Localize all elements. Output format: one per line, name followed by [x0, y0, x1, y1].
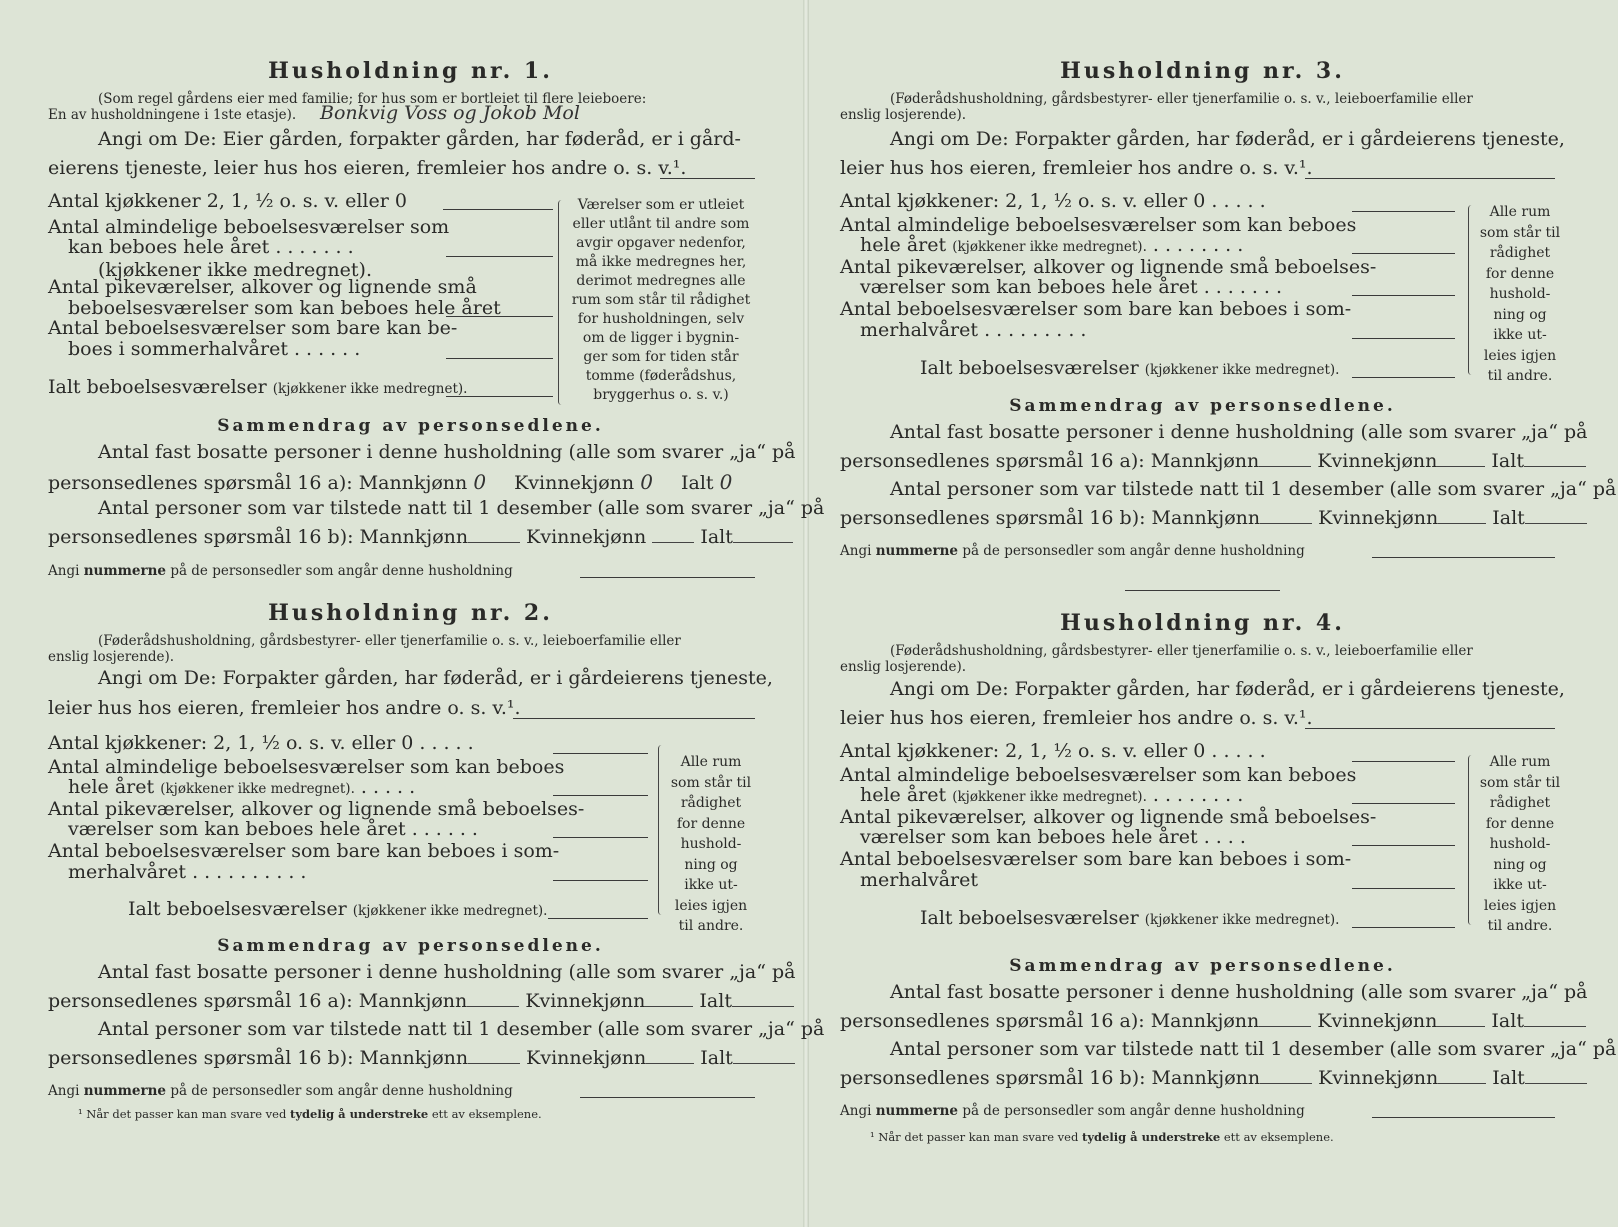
h4-fill-4 — [1352, 888, 1455, 889]
h2-s2a: Antal personer som var tilstede natt til 1 desember (alle som svarer „ja“ på — [98, 1018, 825, 1040]
h2-angi-fill — [513, 718, 755, 719]
h2-ialt-fill — [548, 918, 648, 919]
h1-nummerne-fill — [580, 577, 755, 578]
h4-angi-1: Angi om De: Forpakter gården, har føderåd, er i gårdeierens tjeneste, — [890, 678, 1565, 700]
h1-brace — [558, 200, 565, 405]
h1-angi-line-1: Angi om De: Eier gården, forpakter gården, har føderåd, er i gård- — [98, 128, 741, 150]
h1-handwritten-name: Bonkvig Voss og Jokob Mol — [320, 102, 580, 124]
h1-pike-2: beboelsesværelser som kan beboes hele året — [68, 297, 501, 319]
h2-footnote: ¹ Når det passer kan man svare ved tydelig å understreke ett av eksemplene. — [78, 1107, 542, 1121]
h4-s2b: personsedlenes spørsmål 16 b): Mannkjønn Kvinnekjønn Ialt — [840, 1067, 1587, 1089]
h2-s1b: personsedlenes spørsmål 16 a): Mannkjønn Kvinnekjønn Ialt — [48, 990, 794, 1012]
h2-s2b: personsedlenes spørsmål 16 b): Mannkjønn Kvinnekjønn Ialt — [48, 1047, 795, 1069]
h1-summary-title: Sammendrag av personsedlene. — [217, 416, 604, 436]
h1-ialt-fill — [446, 396, 553, 397]
h1-hw-mann: 0 — [473, 470, 487, 494]
h1-s2a: Antal personer som var tilstede natt til 1 desember (alle som svarer „ja“ på — [98, 497, 825, 519]
h3-fill-3 — [1352, 295, 1455, 296]
h3-note-1: (Føderådshusholdning, gårdsbestyrer- eller tjenerfamilie o. s. v., leieboerfamilie eller — [890, 91, 1473, 107]
h1-pike-fill — [446, 316, 553, 317]
h1-s2b: personsedlenes spørsmål 16 b): Mannkjønn Kvinnekjønn Ialt — [48, 526, 793, 548]
h2-angi-1: Angi om De: Forpakter gården, har føderåd, er i gårdeierens tjeneste, — [98, 667, 773, 689]
h2-nummerne: Angi nummerne på de personsedler som angår denne husholdning — [48, 1083, 513, 1099]
h1-alm-2: kan beboes hele året ....... — [68, 236, 360, 258]
h1-title: Husholdning nr. 1. — [268, 58, 553, 84]
h4-pike-1: Antal pikeværelser, alkover og lignende små beboelses- — [840, 806, 1377, 828]
h4-fill-3 — [1352, 845, 1455, 846]
h3-alm-2: hele året (kjøkkener ikke medregnet). ........ — [860, 234, 1250, 256]
h4-s1a: Antal fast bosatte personer i denne husholdning (alle som svarer „ja“ på — [890, 981, 1588, 1003]
h1-side-note: Værelser som er utleiet eller utlånt til andre som avgir opgaver nedenfor, må ikke medregnes her, derimot medregnes alle rum som står til rådighet for husholdningen, selv om de ligger i bygnin- ger som for tiden står tomme (føderådshus, bryggerhus o. s. v.) — [571, 197, 751, 403]
h3-note-2: enslig losjerende). — [840, 107, 967, 123]
h2-angi-2: leier hus hos eieren, fremleier hos andre o. s. v.¹. — [48, 697, 521, 719]
h1-nummerne: Angi nummerne på de personsedler som angår denne husholdning — [48, 563, 513, 579]
h1-angi-line-2: eierens tjeneste, leier hus hos eieren, fremleier hos andre o. s. v.¹. — [48, 157, 687, 179]
h4-note-1: (Føderådshusholdning, gårdsbestyrer- eller tjenerfamilie o. s. v., leieboerfamilie eller — [890, 643, 1473, 659]
h4-alm-2: hele året (kjøkkener ikke medregnet). ........ — [860, 784, 1250, 806]
h4-sommer-1: Antal beboelsesværelser som bare kan beboes i som- — [840, 848, 1352, 870]
h3-sommer-2: merhalvåret ......... — [860, 319, 1093, 341]
h2-title: Husholdning nr. 2. — [268, 600, 553, 626]
h4-nummerne: Angi nummerne på de personsedler som angår denne husholdning — [840, 1103, 1305, 1119]
h2-pike-2: værelser som kan beboes hele året ...... — [68, 818, 484, 840]
h4-title: Husholdning nr. 4. — [1060, 610, 1345, 636]
h4-ialt: Ialt beboelsesværelser (kjøkkener ikke medregnet). — [920, 907, 1340, 929]
h3-s1b: personsedlenes spørsmål 16 a): Mannkjønn Kvinnekjønn Ialt — [840, 450, 1586, 472]
h3-fill-2 — [1352, 253, 1455, 254]
h4-angi-fill — [1305, 728, 1555, 729]
h4-sommer-2: merhalvåret — [860, 869, 979, 891]
h2-s1a: Antal fast bosatte personer i denne husholdning (alle som svarer „ja“ på — [98, 961, 796, 983]
h3-s2a: Antal personer som var tilstede natt til 1 desember (alle som svarer „ja“ på — [890, 478, 1617, 500]
h4-summary-title: Sammendrag av personsedlene. — [1009, 956, 1396, 976]
h2-sommer-1: Antal beboelsesværelser som bare kan beboes i som- — [48, 840, 560, 862]
h3-fill-1 — [1352, 211, 1455, 212]
h3-brace — [1468, 205, 1475, 375]
h1-note-1: (Som regel gårdens eier med familie; for hus som er bortleiet til flere leieboere: — [98, 91, 647, 107]
h3-angi-fill — [1305, 178, 1555, 179]
h2-nummerne-fill — [580, 1097, 755, 1098]
h1-note-2: En av husholdningene i 1ste etasje). — [48, 107, 297, 123]
h1-s1b: personsedlenes spørsmål 16 a): Mannkjønn 0 Kvinnekjønn 0 Ialt 0 — [48, 470, 733, 494]
h3-kjokkener: Antal kjøkkener: 2, 1, ½ o. s. v. eller 0 ..... — [840, 190, 1272, 212]
h3-angi-1: Angi om De: Forpakter gården, har føderåd, er i gårdeierens tjeneste, — [890, 128, 1565, 150]
h2-fill-2 — [553, 795, 648, 796]
h4-nummerne-fill — [1372, 1117, 1555, 1118]
h2-fill-4 — [553, 880, 648, 881]
h2-fill-1 — [553, 753, 648, 754]
h4-fill-2 — [1352, 803, 1455, 804]
h4-ialt-fill — [1352, 927, 1455, 928]
section-separator — [1125, 590, 1280, 591]
h4-note-2: enslig losjerende). — [840, 659, 967, 675]
h3-nummerne-fill — [1372, 557, 1555, 558]
h1-alm-1: Antal almindelige beboelsesværelser som — [48, 216, 450, 238]
h3-summary-title: Sammendrag av personsedlene. — [1009, 396, 1396, 416]
h3-s2b: personsedlenes spørsmål 16 b): Mannkjønn Kvinnekjønn Ialt — [840, 507, 1587, 529]
h4-alm-1: Antal almindelige beboelsesværelser som kan beboes — [840, 764, 1357, 786]
h4-pike-2: værelser som kan beboes hele året .... — [860, 826, 1252, 848]
h1-angi-fill — [660, 178, 755, 179]
h2-brace — [658, 745, 665, 915]
h3-fill-4 — [1352, 338, 1455, 339]
h1-s1a: Antal fast bosatte personer i denne husholdning (alle som svarer „ja“ på — [98, 441, 796, 463]
h3-side-note: Alle rum som står til rådighet for denne hushold- ning og ikke ut- leies igjen til andre. — [1479, 204, 1561, 384]
h3-alm-1: Antal almindelige beboelsesværelser som kan beboes — [840, 214, 1357, 236]
h1-sommer-2: boes i sommerhalvåret ...... — [68, 338, 367, 360]
h3-angi-2: leier hus hos eieren, fremleier hos andre o. s. v.¹. — [840, 157, 1313, 179]
h4-side-note: Alle rum som står til rådighet for denne hushold- ning og ikke ut- leies igjen til andre. — [1479, 754, 1561, 934]
h3-sommer-1: Antal beboelsesværelser som bare kan beboes i som- — [840, 298, 1352, 320]
h3-pike-2: værelser som kan beboes hele året ....... — [860, 276, 1288, 298]
h2-pike-1: Antal pikeværelser, alkover og lignende små beboelses- — [48, 798, 585, 820]
h2-alm-2: hele året (kjøkkener ikke medregnet). ..... — [68, 776, 422, 798]
h3-pike-1: Antal pikeværelser, alkover og lignende små beboelses- — [840, 256, 1377, 278]
h2-note-1: (Føderådshusholdning, gårdsbestyrer- eller tjenerfamilie o. s. v., leieboerfamilie eller — [98, 633, 681, 649]
h3-ialt: Ialt beboelsesværelser (kjøkkener ikke medregnet). — [920, 357, 1340, 379]
h4-fill-1 — [1352, 761, 1455, 762]
h4-footnote: ¹ Når det passer kan man svare ved tydelig å understreke ett av eksemplene. — [870, 1130, 1334, 1144]
h4-kjokkener: Antal kjøkkener: 2, 1, ½ o. s. v. eller 0 ..... — [840, 740, 1272, 762]
h1-alm-3: (kjøkkener ikke medregnet). — [98, 259, 372, 281]
h1-sommer-fill — [446, 358, 553, 359]
h1-alm-fill — [446, 256, 553, 257]
page-fold — [803, 0, 809, 1227]
h4-brace — [1468, 755, 1475, 925]
h2-alm-1: Antal almindelige beboelsesværelser som kan beboes — [48, 756, 565, 778]
h2-summary-title: Sammendrag av personsedlene. — [217, 936, 604, 956]
h3-nummerne: Angi nummerne på de personsedler som angår denne husholdning — [840, 543, 1305, 559]
h3-title: Husholdning nr. 3. — [1060, 58, 1345, 84]
h2-ialt: Ialt beboelsesværelser (kjøkkener ikke medregnet). — [128, 898, 548, 920]
h1-sommer-1: Antal beboelsesværelser som bare kan be- — [48, 317, 458, 339]
h2-note-2: enslig losjerende). — [48, 649, 175, 665]
h1-kjokkener: Antal kjøkkener 2, 1, ½ o. s. v. eller 0 — [48, 190, 407, 212]
h4-s2a: Antal personer som var tilstede natt til 1 desember (alle som svarer „ja“ på — [890, 1038, 1617, 1060]
h2-kjokkener: Antal kjøkkener: 2, 1, ½ o. s. v. eller 0 ..... — [48, 732, 480, 754]
h4-s1b: personsedlenes spørsmål 16 a): Mannkjønn Kvinnekjønn Ialt — [840, 1010, 1586, 1032]
h2-side-note: Alle rum som står til rådighet for denne hushold- ning og ikke ut- leies igjen til andre. — [670, 754, 752, 934]
h1-pike-1: Antal pikeværelser, alkover og lignende små — [48, 276, 477, 298]
h3-ialt-fill — [1352, 377, 1455, 378]
h1-kjokkener-fill — [443, 209, 553, 210]
h1-ialt: Ialt beboelsesværelser (kjøkkener ikke medregnet). — [48, 376, 468, 398]
h2-fill-3 — [553, 837, 648, 838]
h4-angi-2: leier hus hos eieren, fremleier hos andre o. s. v.¹. — [840, 707, 1313, 729]
h3-s1a: Antal fast bosatte personer i denne husholdning (alle som svarer „ja“ på — [890, 421, 1588, 443]
h2-sommer-2: merhalvåret .......... — [68, 861, 313, 883]
